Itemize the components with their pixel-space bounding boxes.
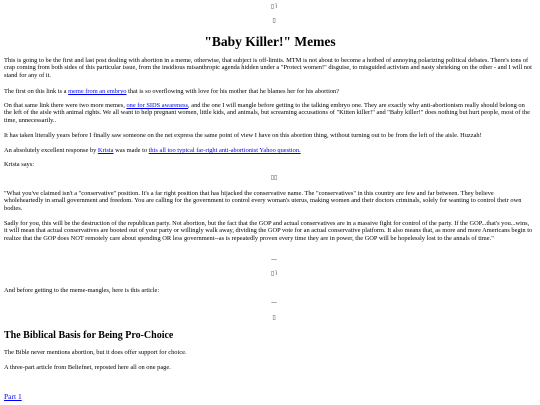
paragraph-bible-choice: The Bible never mentions abortion, but it does offer support for choice. — [4, 349, 187, 356]
quote-paragraph-1: "What you've claimed isn't a "conservative" position. It's a far right position that has hijacked the conservative name. The "conservatives" in this country are few and far between. They believe wholeheartedly in small government and freedom. You are calling for the government to control every woman's uterus, making women and their doctors criminals, solely for wanting to control their own bodies. — [4, 190, 522, 212]
broken-image-icon: ▯ ì — [270, 3, 278, 10]
separator: — — [271, 256, 277, 263]
paragraph-embryo-meme — [4, 88, 534, 95]
paragraph-krista-response — [4, 147, 534, 154]
broken-image-icon: ▯ — [272, 17, 276, 24]
link-sids-awareness[interactable]: one for SIDS awareness — [126, 102, 189, 109]
broken-image-icon: ▯ — [272, 314, 276, 321]
text: The first on this link is a — [4, 88, 69, 95]
link-part-1[interactable]: Part 1 — [4, 392, 22, 401]
paragraph-before-article: And before getting to the meme-mangles, here is this article: — [4, 287, 160, 294]
page-title: "Baby Killer!" Memes — [204, 34, 336, 49]
intro-paragraph: This is going to be the first and last post dealing with abortion in a meme, otherwise, that subject is off-limits. MTM is not about to become a hotbed of annoying polarizing political debates. There's tons of crap coming from both sides of this particular issue, from the insidious misanthropic agenda hidden under a "Protect women!" disguise, to misguided activism and nasty shrieking on the other - and I will not stand for any of it. — [4, 57, 532, 79]
krista-says-label: Krista says: — [4, 161, 34, 168]
paragraph-point-of-view: It has taken literally years before I finally saw someone on the net express the same point of view I have on this abortion thing, without turning out to be from the left of the aisle. Huzzah! — [4, 132, 482, 139]
text: An absolutely excellent response by — [4, 147, 98, 154]
broken-image-icon: ▯ ì — [270, 270, 278, 277]
separator: — — [271, 299, 277, 306]
broken-image-icon: ▯▯ — [270, 174, 278, 181]
link-yahoo-question[interactable]: this all too typical far-right anti-abortionist Yahoo question. — [148, 147, 301, 154]
section-heading: The Biblical Basis for Being Pro-Choice — [4, 330, 174, 341]
text: that is so overflowing with love for his mother that he blames her for his abortion? — [126, 88, 340, 95]
quote-paragraph-2: Sadly for you, this will be the destruction of the republican party. Not abortion, but the fact that the GOP and actual conservatives are in a massive fight for control of the party. If the GOP...that's you...wins, it will mean that actual conservatives are booted out of your party or willingly walk away, dividing the GOP vote for an actual conservative platform. It also means that, as more and more Americans begin to realize that the GOP does NOT remotely care about spending OR less government--as is repeatedly proven every time they are in power, the GOP will be hopelessly lost to the annals of time." — [4, 220, 533, 242]
text: On that same link there were two more memes, — [4, 102, 127, 109]
text: , and the one I will mangle before getting to the talking embryo one. They are exactly why anti-abortionism really should belong on the left of the aisle with animal rights. We all want to help pregnant women, little kids, and animals, but screaming accusations of "Kitten killer!" and "Baby killer!" does nothing but hurt people, most of the time, unnecessarily.. — [4, 102, 530, 124]
paragraph-three-part-article: A three-part article from Beliefnet, reposted here all on one page. — [4, 364, 171, 371]
text: was made to — [113, 147, 149, 154]
link-krista[interactable]: Krista — [97, 147, 114, 154]
paragraph-sids-memes — [4, 102, 534, 124]
link-meme-from-embryo[interactable]: meme from an embryo — [68, 88, 127, 95]
